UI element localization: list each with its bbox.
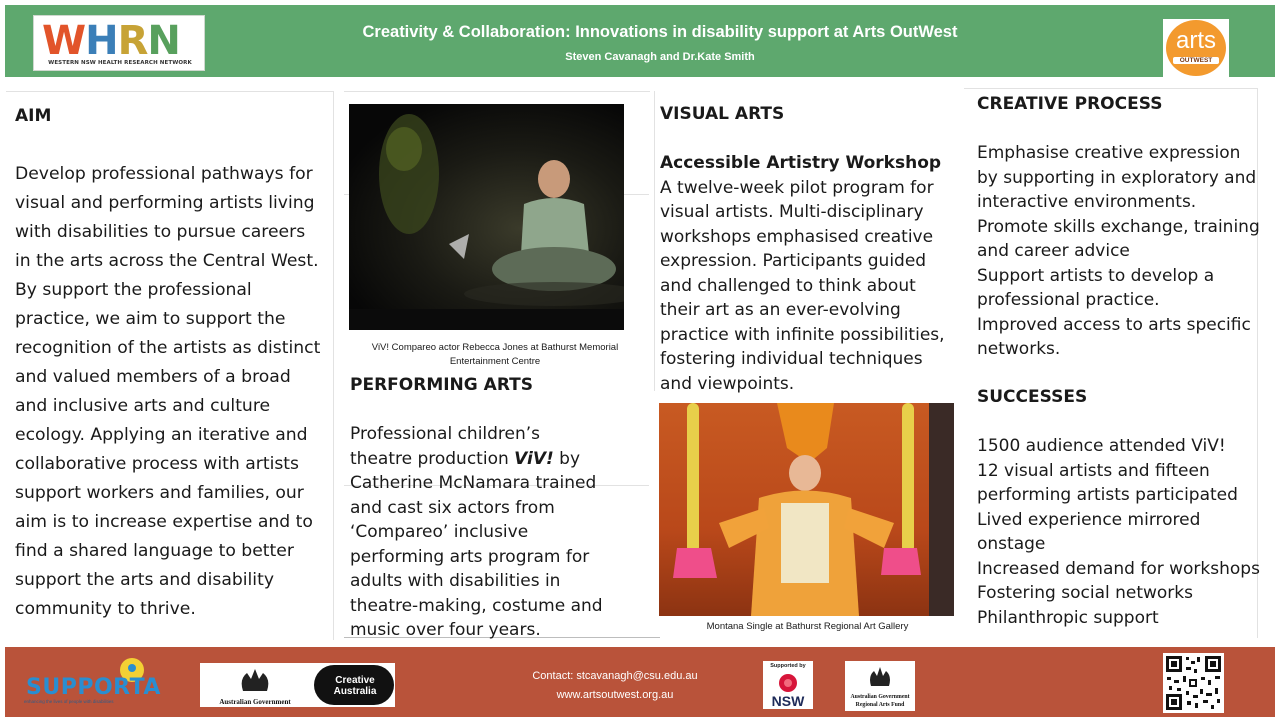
production-title: ViV! — [514, 448, 554, 469]
success-line: performing artists participated — [977, 485, 1238, 505]
waratah-icon — [773, 672, 803, 694]
nsw-supported-by: Supported by — [770, 663, 806, 669]
text-span: theatre production — [350, 448, 515, 469]
poster-authors: Steven Cavanagh and Dr.Kate Smith — [565, 51, 755, 63]
creative-line: professional practice. — [977, 290, 1160, 310]
visual-heading: VISUAL ARTS — [660, 104, 785, 124]
australian-government-logo — [200, 663, 310, 707]
success-line: 1500 audience attended ViV! — [977, 436, 1226, 456]
aim-line: By support the professional — [15, 280, 252, 300]
aim-line: support workers and families, our — [15, 483, 304, 503]
whrn-letter: N — [147, 18, 180, 64]
contact-block — [465, 667, 765, 705]
visual-line: workshops emphasised creative — [660, 226, 934, 247]
qr-code-icon — [1163, 653, 1224, 713]
performing-heading: PERFORMING ARTS — [350, 375, 533, 395]
aim-line: community to thrive. — [15, 599, 196, 619]
creative-line: interactive environments. — [977, 192, 1197, 212]
aim-line: find a shared language to better — [15, 541, 294, 561]
success-line: onstage — [977, 534, 1046, 554]
visual-line: expression. Participants guided — [660, 251, 927, 271]
creative-text — [977, 141, 1267, 362]
whrn-logo — [33, 15, 205, 71]
success-line: 12 visual artists and fifteen — [977, 460, 1210, 481]
success-line: Philanthropic support — [977, 607, 1159, 628]
coat-of-arms-icon — [235, 665, 275, 695]
performing-line: theatre-making, costume and — [350, 595, 603, 616]
creative-line: Improved access to arts specific — [977, 314, 1251, 335]
creative-line: and career advice — [977, 241, 1130, 261]
qr-code[interactable] — [1163, 653, 1224, 713]
visual-line: A twelve-week pilot program for — [660, 177, 934, 198]
poster-title: Creativity & Collaboration: Innovations in disability support at Arts OutWest — [362, 23, 958, 41]
aim-line: support the arts and disability — [15, 570, 274, 590]
aim-line: with disabilities to pursue careers — [15, 222, 306, 242]
aim-line: Develop professional pathways for — [15, 164, 313, 184]
gov-label: Australian Government — [219, 698, 291, 706]
whrn-letter: W — [42, 18, 86, 64]
successes-text — [977, 434, 1272, 630]
performing-line: performing arts program for — [350, 546, 590, 567]
contact-website[interactable]: www.artsoutwest.org.au — [556, 689, 674, 701]
aim-line: ecology. Applying an iterative and — [15, 425, 308, 445]
regional-arts-fund-logo — [845, 661, 915, 711]
performance-photo-illustration — [349, 104, 624, 330]
coat-of-arms-icon — [865, 664, 895, 688]
success-line: Fostering social networks — [977, 583, 1194, 603]
visual-text — [660, 151, 960, 396]
aim-line: and inclusive arts and culture — [15, 396, 271, 416]
aim-line: recognition of the artists as distinct — [15, 338, 321, 358]
creative-heading: CREATIVE PROCESS — [977, 94, 1163, 114]
arts-logo-subtitle: OUTWEST — [1173, 57, 1219, 64]
success-line: Lived experience mirrored — [977, 509, 1201, 530]
performing-line — [350, 447, 650, 472]
supporta-tagline: enhancing the lives of people with disabilities — [24, 699, 114, 704]
aim-line: collaborative process with artists — [15, 454, 299, 474]
performing-photo-caption — [350, 341, 640, 369]
performing-line: music over four years. — [350, 620, 541, 640]
text-span: by — [553, 448, 581, 469]
poster-footer — [5, 647, 1275, 717]
aim-line: and valued members of a broad — [15, 367, 291, 387]
whrn-logo-letters — [42, 18, 180, 64]
visual-line: fostering individual techniques — [660, 349, 923, 369]
success-line: Increased demand for workshops — [977, 558, 1260, 579]
raf-line: Regional Arts Fund — [855, 702, 905, 708]
visual-line: and viewpoints. — [660, 373, 795, 394]
performing-line: adults with disabilities in — [350, 571, 561, 591]
visual-line: visual artists. Multi-disciplinary — [660, 202, 924, 222]
visual-line: and challenged to think about — [660, 275, 916, 296]
creative-line: by supporting in exploratory and — [977, 167, 1257, 188]
nsw-government-logo — [763, 661, 813, 709]
whrn-logo-subtitle: WESTERN NSW HEALTH RESEARCH NETWORK — [48, 60, 192, 66]
performing-text — [350, 422, 650, 643]
visual-subheading: Accessible Artistry Workshop — [660, 153, 942, 173]
creative-line: Support artists to develop a — [977, 265, 1215, 286]
performing-line: Professional children’s — [350, 424, 541, 444]
creative-line: networks. — [977, 339, 1061, 359]
poster-header — [5, 5, 1275, 77]
caption-line: ViV! Compareo actor Rebecca Jones at Bathurst Memorial — [371, 342, 619, 353]
aim-line: practice, we aim to support the — [15, 309, 286, 329]
caption-line: Entertainment Centre — [449, 356, 541, 367]
creative-australia-logo — [310, 663, 395, 707]
aim-heading: AIM — [15, 106, 52, 126]
aim-line: aim is to increase expertise and to — [15, 512, 313, 532]
performing-line: Catherine McNamara trained — [350, 473, 597, 493]
visual-photo-caption: Montana Single at Bathurst Regional Art Gallery — [706, 621, 909, 632]
nsw-wordmark: NSW — [771, 693, 805, 709]
visual-line: practice with infinite possibilities, — [660, 324, 945, 345]
supporta-logo — [22, 653, 162, 711]
photo-montana-costume — [659, 403, 954, 616]
raf-line: Australian Government — [850, 694, 910, 700]
arts-outwest-logo — [1163, 19, 1229, 77]
creative-line: Promote skills exchange, training — [977, 216, 1260, 237]
visual-line: their art as an ever-evolving — [660, 300, 901, 320]
aim-line: visual and performing artists living — [15, 193, 315, 213]
whrn-letter: H — [85, 18, 118, 64]
supporta-wordmark: SUPPORTA — [26, 675, 161, 700]
arts-logo-word: arts — [1175, 27, 1216, 54]
ca-line: Australia — [333, 686, 377, 697]
aim-text — [15, 160, 333, 624]
performing-line: ‘Compareo’ inclusive — [350, 522, 529, 542]
costume-photo-illustration — [659, 403, 954, 616]
whrn-letter: R — [117, 18, 148, 64]
creative-australia-wordmark — [320, 675, 390, 697]
successes-heading: SUCCESSES — [977, 387, 1088, 407]
photo-viv-performance — [349, 104, 624, 330]
performing-line: and cast six actors from — [350, 497, 555, 518]
raf-label — [845, 693, 915, 709]
ca-line: Creative — [335, 675, 375, 686]
divider — [654, 91, 655, 391]
creative-line: Emphasise creative expression — [977, 143, 1241, 163]
aim-line: in the arts across the Central West. — [15, 251, 319, 271]
contact-email[interactable]: Contact: stcavanagh@csu.edu.au — [532, 670, 698, 682]
